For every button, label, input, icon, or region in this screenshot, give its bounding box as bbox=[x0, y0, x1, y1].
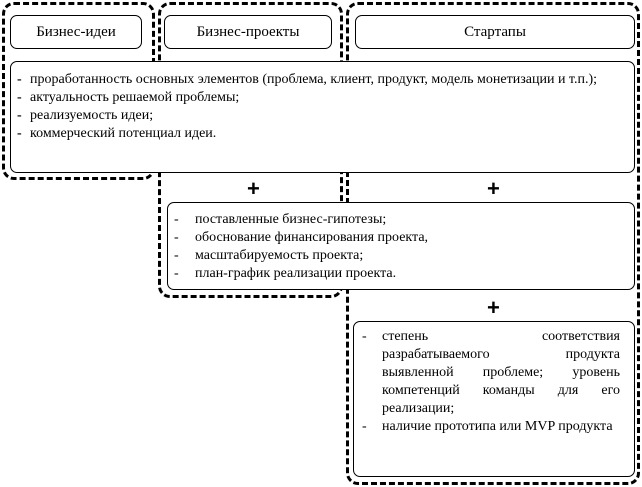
ideas-criteria-list bbox=[11, 71, 624, 143]
header-startups-label: Стартапы bbox=[464, 23, 526, 40]
list-item: - актуальность решаемой проблемы; bbox=[11, 89, 624, 107]
ideas-criteria-box bbox=[10, 61, 635, 173]
list-item: - обоснование финансирования проекта, bbox=[168, 229, 624, 247]
list-item: - поставленные бизнес-гипотезы; bbox=[168, 211, 624, 229]
header-projects-label: Бизнес-проекты bbox=[196, 23, 300, 40]
list-item: - масштабируемость проекта; bbox=[168, 247, 624, 265]
header-startups bbox=[355, 15, 635, 49]
projects-criteria-list bbox=[168, 211, 624, 283]
list-item: - проработанность основных элементов (проблема, клиент, продукт, модель монетизации и т.п.); bbox=[11, 71, 624, 89]
plus-sign-projects: + bbox=[247, 176, 260, 201]
projects-criteria-box bbox=[167, 202, 635, 290]
list-item: - план-график реализации проекта. bbox=[168, 265, 624, 283]
list-item: - коммерческий потенциал идеи. bbox=[11, 125, 624, 143]
list-item: - степень соответствия разрабатываемого продукта выявленной проблеме; уровень компетенций команды для его реализации; bbox=[354, 328, 620, 418]
startups-criteria-list bbox=[354, 328, 620, 436]
list-item: - наличие прототипа или MVP продукта bbox=[354, 418, 620, 436]
header-ideas-label: Бизнес-идеи bbox=[36, 23, 116, 40]
header-ideas bbox=[10, 15, 142, 49]
header-projects bbox=[164, 15, 332, 49]
plus-sign-startups-2: + bbox=[487, 295, 500, 320]
plus-sign-startups: + bbox=[487, 176, 500, 201]
startups-criteria-box bbox=[353, 321, 635, 477]
list-item: - реализуемость идеи; bbox=[11, 107, 624, 125]
